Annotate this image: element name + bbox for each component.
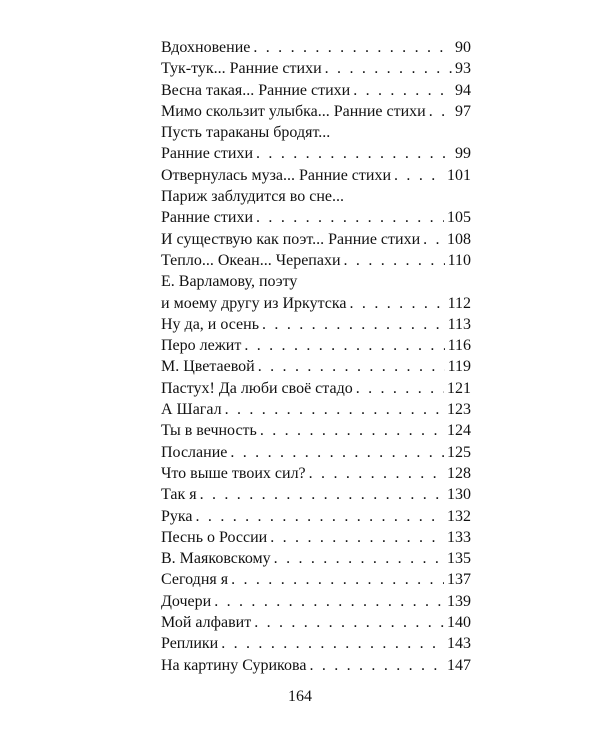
toc-entry-page: 137 [447, 571, 471, 589]
toc-dot-leader [356, 378, 444, 399]
toc-dot-leader [256, 207, 444, 228]
toc-entry-title: Дочери [161, 592, 212, 610]
toc-entry [161, 442, 471, 463]
toc-entry-page: 128 [447, 464, 471, 482]
toc-entry [161, 569, 471, 590]
toc-entry [161, 186, 471, 207]
toc-entry-page: 121 [447, 379, 471, 397]
toc-entry [161, 484, 471, 505]
toc-entry-title: Тук-тук... Ранние стихи [161, 60, 322, 78]
toc-entry [161, 271, 471, 292]
toc-entry [161, 207, 471, 228]
toc-entry-page: 113 [447, 315, 471, 333]
toc-entry [161, 527, 471, 548]
toc-entry [161, 633, 471, 654]
toc-entry-page: 97 [455, 102, 471, 120]
toc-entry [161, 420, 471, 441]
toc-entry-title: А Шагал [161, 401, 222, 419]
toc-entry-page: 108 [447, 230, 471, 248]
toc-entry-title: Весна такая... Ранние стихи [161, 81, 351, 99]
toc-dot-leader [256, 143, 452, 164]
toc-entry-title: Реплики [161, 635, 219, 653]
toc-entry-title: Пастух! Да люби своё стадо [161, 379, 353, 397]
toc-entry-title: Отвернулась муза... Ранние стихи [161, 166, 392, 184]
toc-entry [161, 165, 471, 186]
toc-entry-title: Перо лежит [161, 337, 242, 355]
toc-entry [161, 463, 471, 484]
toc-entry-page: 123 [447, 401, 471, 419]
toc-entry-title: Сегодня я [161, 571, 229, 589]
toc-entry [161, 293, 471, 314]
toc-dot-leader [221, 633, 444, 654]
toc-dot-leader [230, 442, 444, 463]
toc-dot-leader [214, 591, 444, 612]
toc-entry-title: Ранние стихи [161, 209, 254, 227]
toc-entry-page: 90 [455, 39, 471, 56]
toc-entry-page: 124 [447, 422, 471, 440]
toc-entry-title: Тепло... Океан... Черепахи [161, 251, 341, 269]
toc-entry [161, 80, 471, 101]
toc-dot-leader [254, 612, 444, 633]
toc-entry-title: Е. Варламову, поэту [161, 273, 298, 291]
toc-dot-leader [200, 484, 444, 505]
toc-entry-page: 143 [447, 635, 471, 653]
toc-entry-page: 94 [455, 81, 471, 99]
toc-entry-page: 105 [447, 209, 471, 227]
toc-entry-page: 125 [447, 443, 471, 461]
toc-entry-page: 135 [447, 550, 471, 568]
toc-entry-title: Ты в вечность [161, 422, 257, 440]
toc-entry-page: 140 [447, 614, 471, 632]
toc-dot-leader [260, 420, 444, 441]
toc-dot-leader [225, 399, 444, 420]
toc-entry [161, 37, 471, 58]
toc-dot-leader [253, 37, 452, 58]
toc-entry-title: На картину Сурикова [161, 656, 307, 674]
toc-dot-leader [262, 314, 445, 335]
toc-entry [161, 229, 471, 250]
toc-entry [161, 101, 471, 122]
toc-dot-leader [196, 506, 444, 527]
toc-entry-title: Вдохновение [161, 39, 251, 56]
toc-dot-leader [353, 80, 452, 101]
toc-entry [161, 506, 471, 527]
toc-dot-leader [325, 58, 452, 79]
toc-dot-leader [309, 655, 444, 676]
toc-entry-title: Ну да, и осень [161, 315, 260, 333]
toc-dot-leader [394, 165, 444, 186]
toc-dot-leader [231, 569, 444, 590]
toc-entry [161, 58, 471, 79]
toc-entry [161, 548, 471, 569]
toc-entry-page: 116 [447, 337, 471, 355]
toc-entry-title: М. Цветаевой [161, 358, 255, 376]
toc-dot-leader [344, 250, 445, 271]
toc-entry-page: 99 [455, 145, 471, 163]
toc-entry-title: Песнь о России [161, 528, 268, 546]
toc-entry [161, 122, 471, 143]
toc-entry [161, 250, 471, 271]
toc-dot-leader [423, 229, 444, 250]
toc-entry-title: Ранние стихи [161, 145, 254, 163]
toc-entry-title: и моему другу из Иркутска [161, 294, 347, 312]
toc-entry-title: В. Маяковскому [161, 550, 271, 568]
toc-entry [161, 356, 471, 377]
toc-entry-page: 119 [447, 358, 471, 376]
toc-entry-page: 93 [455, 60, 471, 78]
toc-entry [161, 399, 471, 420]
toc-entry-title: Что выше твоих сил? [161, 464, 306, 482]
toc-entry-title: Мой алфавит [161, 614, 252, 632]
toc-entry-title: Париж заблудится во сне... [161, 188, 344, 206]
toc-entry-page: 112 [447, 294, 471, 312]
toc-entry-page: 101 [447, 166, 471, 184]
toc-dot-leader [309, 463, 444, 484]
table-of-contents [161, 37, 471, 676]
toc-entry-page: 147 [447, 656, 471, 674]
toc-entry [161, 314, 471, 335]
toc-entry-page: 133 [447, 528, 471, 546]
toc-entry-title: Пусть тараканы бродят... [161, 124, 331, 142]
toc-entry [161, 335, 471, 356]
toc-entry [161, 143, 471, 164]
toc-dot-leader [258, 356, 445, 377]
toc-entry-title: Послание [161, 443, 228, 461]
toc-entry-title: И существую как поэт... Ранние стихи [161, 230, 421, 248]
toc-entry-page: 139 [447, 592, 471, 610]
toc-entry [161, 612, 471, 633]
toc-entry-title: Мимо скользит улыбка... Ранние стихи [161, 102, 426, 120]
toc-dot-leader [270, 527, 444, 548]
toc-dot-leader [350, 293, 445, 314]
toc-entry-page: 130 [447, 486, 471, 504]
toc-entry-title: Так я [161, 486, 197, 504]
toc-dot-leader [244, 335, 444, 356]
toc-entry [161, 591, 471, 612]
toc-entry [161, 655, 471, 676]
toc-entry-page: 132 [447, 507, 471, 525]
toc-entry [161, 378, 471, 399]
toc-entry-title: Рука [161, 507, 193, 525]
toc-dot-leader [429, 101, 452, 122]
toc-entry-page: 110 [447, 251, 471, 269]
toc-dot-leader [274, 548, 444, 569]
page-number: 164 [288, 688, 312, 705]
